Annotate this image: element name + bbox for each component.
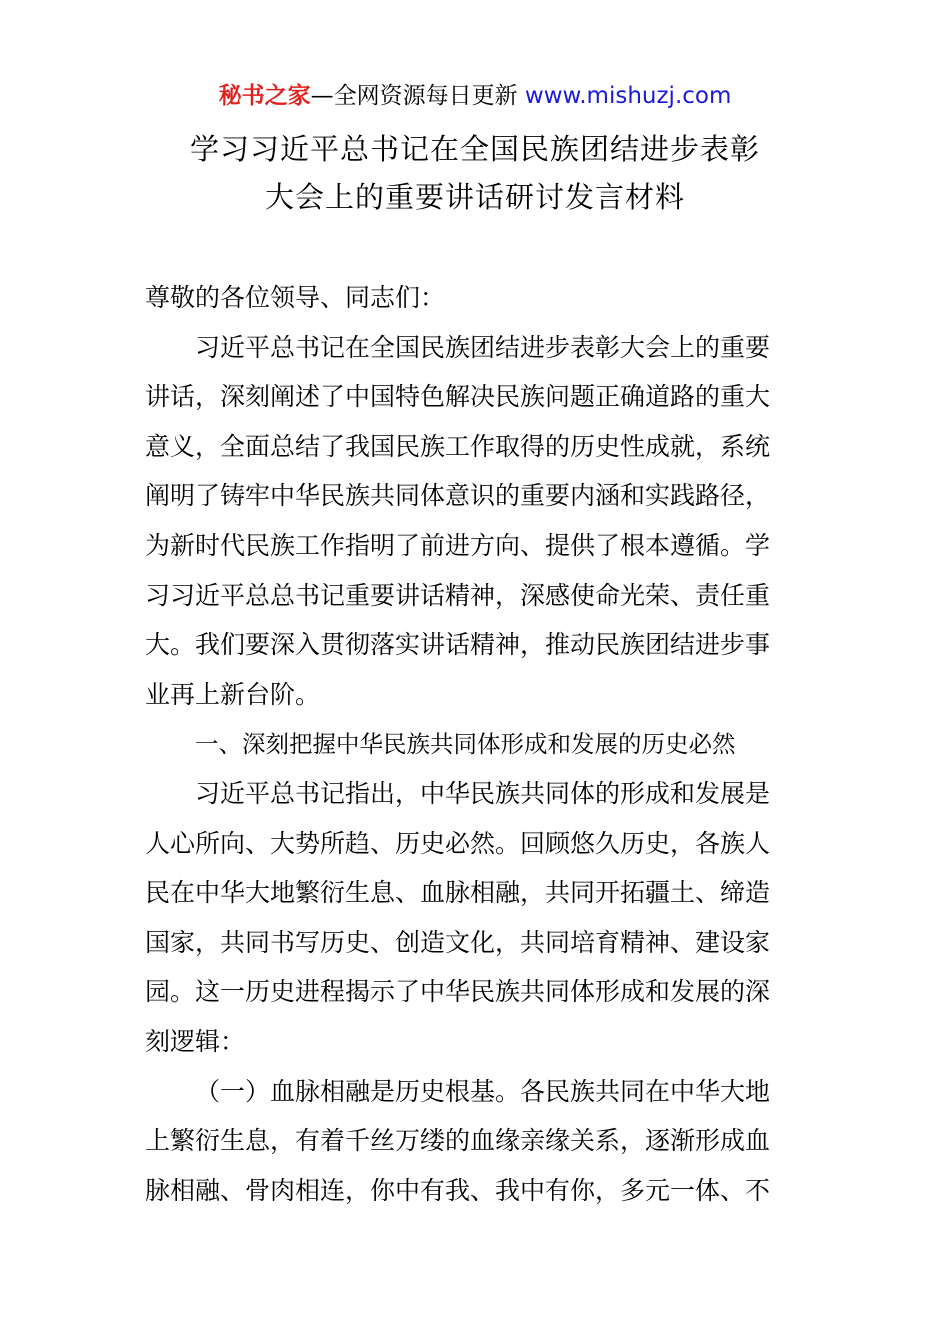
- document-body: [145, 280, 810, 1222]
- paragraph-line: 习习近平总总书记重要讲话精神，深感使命光荣、责任重: [145, 580, 771, 610]
- paragraph-line: 上繁衍生息，有着千丝万缕的血缘亲缘关系，逐渐形成血: [145, 1126, 771, 1156]
- paragraph-line: 刻逻辑：: [145, 1026, 246, 1056]
- paragraph-line: 人心所向、大势所趋、历史必然。回顾悠久历史，各族人: [145, 828, 771, 858]
- paragraph-line: 国家，共同书写历史、创造文化，共同培育精神、建设家: [145, 927, 771, 957]
- document-title-line-2: 大会上的重要讲话研讨发言材料: [264, 180, 685, 214]
- paragraph-line: 园。这一历史进程揭示了中华民族共同体形成和发展的深: [145, 977, 771, 1007]
- paragraph-line: 习近平总书记在全国民族团结进步表彰大会上的重要: [195, 332, 771, 362]
- paragraph-line: 为新时代民族工作指明了前进方向、提供了根本遵循。学: [145, 530, 771, 560]
- paragraph-line: 习近平总书记指出，中华民族共同体的形成和发展是: [195, 778, 771, 808]
- document-title-line-1: 学习习近平总书记在全国民族团结进步表彰: [189, 132, 760, 166]
- site-tagline: —全网资源每日更新: [310, 83, 525, 109]
- paragraph-line: 讲话，深刻阐述了中国特色解决民族问题正确道路的重大: [145, 382, 771, 412]
- paragraph-line: 业再上新台阶。: [145, 679, 321, 709]
- paragraph-line: （一）血脉相融是历史根基。各民族共同在中华大地: [195, 1076, 771, 1106]
- section-heading: 一、深刻把握中华民族共同体形成和发展的历史必然: [195, 730, 736, 759]
- paragraph-line: 民在中华大地繁衍生息、血脉相融，共同开拓疆土、缔造: [145, 878, 771, 908]
- site-brand: 秘书之家: [218, 83, 311, 109]
- paragraph-line: 意义，全面总结了我国民族工作取得的历史性成就，系统: [145, 431, 771, 461]
- paragraph-line: 阐明了铸牢中华民族共同体意识的重要内涵和实践路径，: [145, 481, 771, 511]
- site-header: [0, 80, 950, 112]
- site-url-link[interactable]: www.mishuzj.com: [524, 83, 732, 109]
- salutation: 尊敬的各位领导、同志们：: [145, 283, 446, 312]
- paragraph-line: 脉相融、骨肉相连，你中有我、我中有你，多元一体、不: [145, 1175, 771, 1205]
- paragraph-line: 大。我们要深入贯彻落实讲话精神，推动民族团结进步事: [145, 630, 771, 660]
